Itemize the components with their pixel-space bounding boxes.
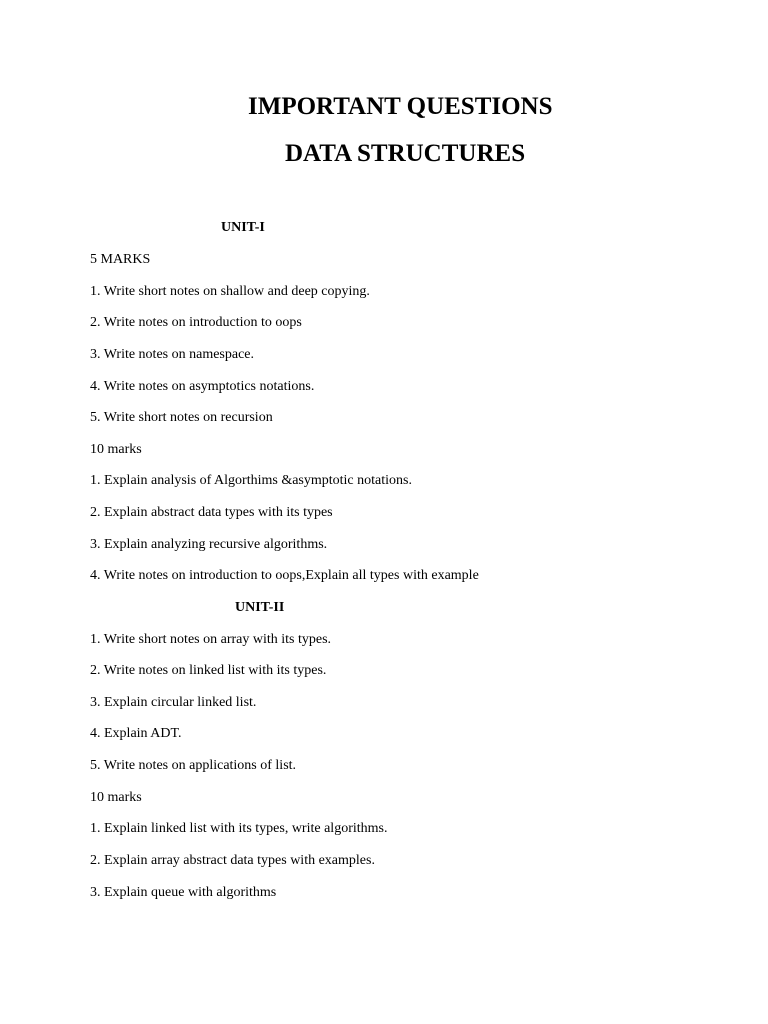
question-item: 4. Write notes on introduction to oops,Explain all types with example	[90, 568, 479, 583]
question-item: 3. Explain analyzing recursive algorithms.	[90, 537, 328, 552]
unit-2-heading: UNIT-II	[235, 600, 285, 615]
question-item: 3. Explain queue with algorithms	[90, 885, 277, 900]
unit-1-five-marks-label: 5 MARKS	[90, 252, 151, 267]
question-item: 3. Explain circular linked list.	[90, 695, 257, 710]
question-item: 1. Write short notes on array with its types.	[90, 632, 332, 647]
unit-2-ten-marks-label: 10 marks	[90, 790, 142, 805]
question-item: 4. Write notes on asymptotics notations.	[90, 379, 315, 394]
question-item: 5. Write notes on applications of list.	[90, 758, 297, 773]
unit-1-heading: UNIT-I	[221, 220, 265, 235]
question-item: 1. Explain linked list with its types, write algorithms.	[90, 821, 388, 836]
question-item: 2. Write notes on linked list with its types.	[90, 663, 327, 678]
document-subject: DATA STRUCTURES	[285, 140, 526, 167]
question-item: 1. Explain analysis of Algorthims &asymptotic notations.	[90, 473, 412, 488]
question-item: 3. Write notes on namespace.	[90, 347, 255, 362]
question-item: 5. Write short notes on recursion	[90, 410, 273, 425]
question-item: 1. Write short notes on shallow and deep copying.	[90, 284, 370, 299]
question-item: 2. Explain abstract data types with its types	[90, 505, 333, 520]
unit-1-ten-marks-label: 10 marks	[90, 442, 142, 457]
document-title: IMPORTANT QUESTIONS	[248, 93, 553, 120]
question-item: 2. Explain array abstract data types with examples.	[90, 853, 375, 868]
question-item: 4. Explain ADT.	[90, 726, 182, 741]
question-item: 2. Write notes on introduction to oops	[90, 315, 302, 330]
